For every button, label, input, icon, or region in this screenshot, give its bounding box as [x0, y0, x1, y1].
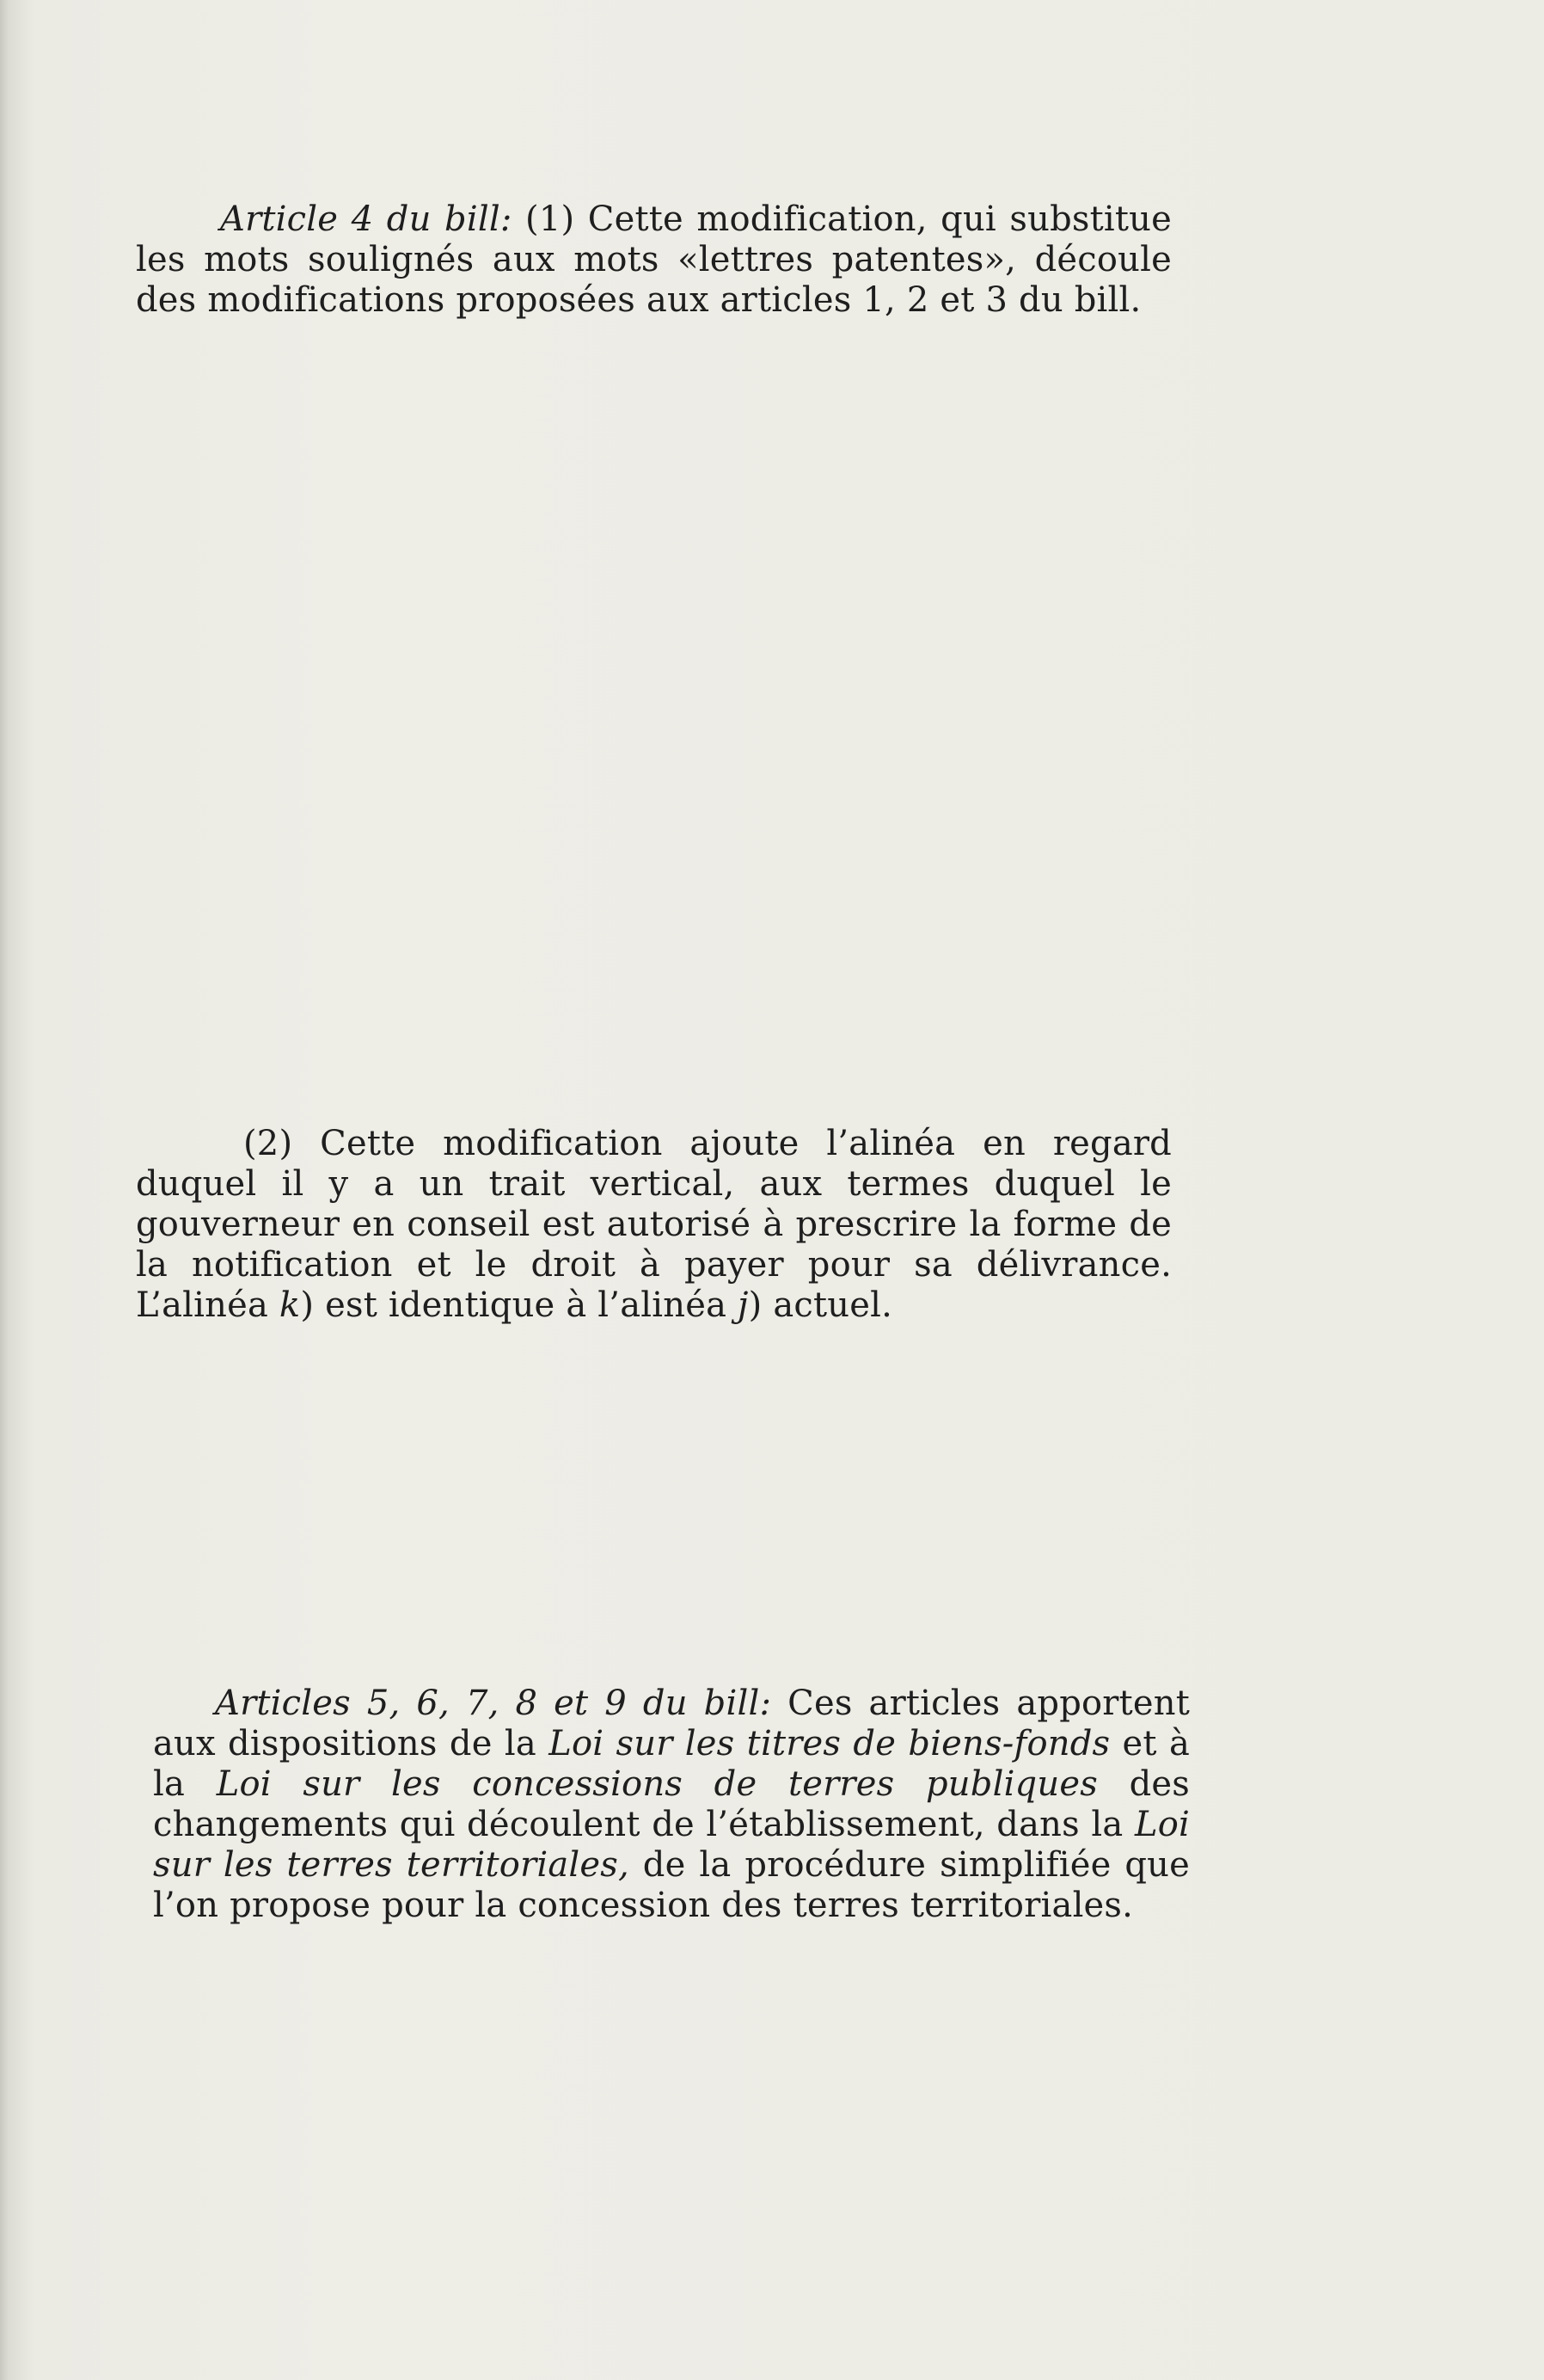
article-4-body: (1) Cette modification, qui substitue les mots soulignés aux mots «lettres patentes», découle des modifications proposées aux articles 1, 2 et 3 du bill.: [136, 199, 1172, 320]
articles-text-a: Ces articles apportent aux dispositions de la: [153, 1684, 1191, 1764]
article-4-heading: Article 4 du bill:: [220, 199, 512, 239]
part-2-text-b: ) est identique à l’alinéa: [300, 1285, 738, 1325]
articles-5-9-heading: Articles 5, 6, 7, 8 et 9 du bill:: [215, 1684, 772, 1723]
articles-text-d: de la procédure simplifiée que l’on propose pour la concession des terres territoriales.: [153, 1845, 1190, 1925]
law-title-land-titles: Loi sur les titres de biens-fonds: [548, 1724, 1111, 1764]
paragraph-letter-k: k: [279, 1285, 301, 1325]
article-4-part-2-paragraph: [136, 1124, 1172, 1326]
part-2-text-a: (2) Cette modification ajoute l’alinéa en regard duquel il y a un trait vertical, aux termes duquel le gouverneur en conseil est autorisé à prescrire la forme de la notification et le droit à payer pour sa délivrance. L’alinéa: [136, 1124, 1172, 1325]
law-title-public-lands-grants: Loi sur les concessions de terres publiques: [216, 1764, 1098, 1804]
part-2-text-c: ) actuel.: [748, 1285, 893, 1325]
paragraph-letter-j: j: [738, 1285, 749, 1325]
articles-text-b: et à la: [153, 1724, 1190, 1804]
articles-text-c: des changements qui découlent de l’établissement, dans la: [153, 1764, 1190, 1844]
article-4-note-paragraph: [136, 199, 1172, 321]
law-title-territorial-lands: Loi sur les terres territoriales,: [153, 1805, 1190, 1885]
articles-5-to-9-note-paragraph: [153, 1684, 1190, 1926]
